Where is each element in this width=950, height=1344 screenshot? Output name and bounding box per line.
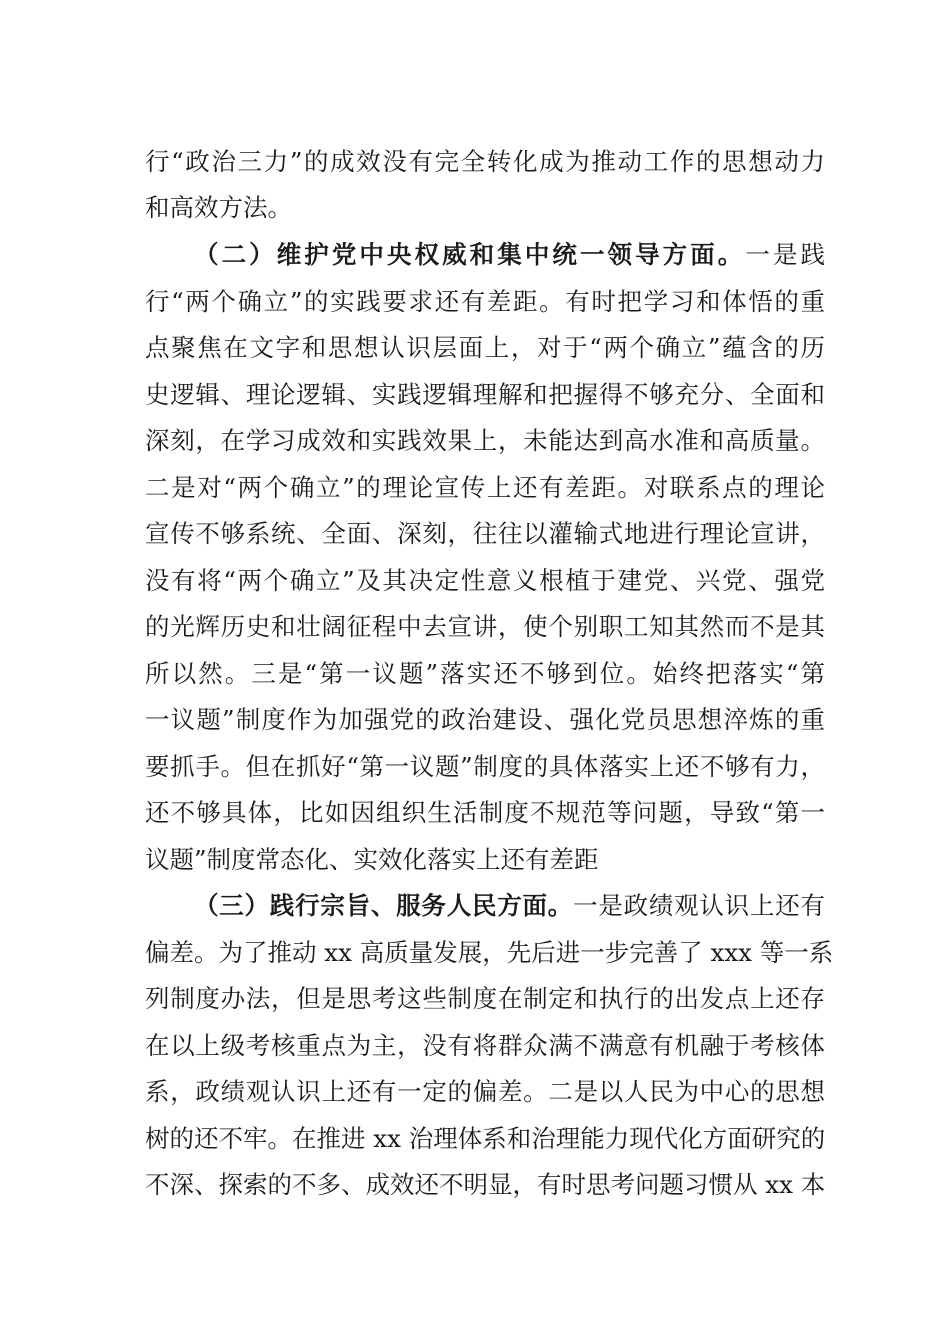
text-line: 在以上级考核重点为主，没有将群众满不满意有机融于考核体 <box>145 1031 825 1060</box>
text-line: 史逻辑、理论逻辑、实践逻辑理解和把握得不够充分、全面和 <box>145 380 825 409</box>
text-line: 深刻，在学习成效和实践效果上，未能达到高水准和高质量。 <box>145 426 825 455</box>
text-line: 没有将“两个确立”及其决定性意义根植于建党、兴党、强党 <box>145 566 825 595</box>
section-heading: （三）践行宗旨、服务人民方面。 <box>194 891 574 920</box>
text-line: 行“政治三力”的成效没有完全转化成为推动工作的思想动力 <box>145 147 825 176</box>
text-line: 点聚焦在文字和思想认识层面上，对于“两个确立”蕴含的历 <box>145 333 825 362</box>
text-line: 一议题”制度作为加强党的政治建设、强化党员思想淬炼的重 <box>145 705 825 734</box>
text-line: 偏差。为了推动 xx 高质量发展，先后进一步完善了 xxx 等一系 <box>145 938 834 967</box>
section-heading-line: （二）维护党中央权威和集中统一领导方面。一是践 <box>194 240 826 269</box>
text-line: 的光辉历史和壮阔征程中去宣讲，使个别职工知其然而不是其 <box>145 612 825 641</box>
text-line: 要抓手。但在抓好“第一议题”制度的具体落实上还不够有力， <box>145 752 825 781</box>
text-line: 不深、探索的不多、成效还不明显，有时思考问题习惯从 xx 本 <box>145 1170 826 1199</box>
section-heading-line: （三）践行宗旨、服务人民方面。一是政绩观认识上还有 <box>194 891 825 920</box>
text-line: 宣传不够系统、全面、深刻，往往以灌输式地进行理论宣讲， <box>145 519 825 548</box>
text-line: 系，政绩观认识上还有一定的偏差。二是以人民为中心的思想 <box>145 1077 825 1106</box>
text-line: 议题”制度常态化、实效化落实上还有差距 <box>145 845 599 874</box>
text-line: 行“两个确立”的实践要求还有差距。有时把学习和体悟的重 <box>145 287 825 316</box>
text-line: 二是对“两个确立”的理论宣传上还有差距。对联系点的理论 <box>145 473 825 502</box>
section-heading: （二）维护党中央权威和集中统一领导方面。 <box>194 240 746 269</box>
text-line: 还不够具体，比如因组织生活制度不规范等问题，导致“第一 <box>145 798 825 827</box>
text-line: 树的还不牢。在推进 xx 治理体系和治理能力现代化方面研究的 <box>145 1124 826 1153</box>
text-line: 和高效方法。 <box>145 193 292 222</box>
text-line: 所以然。三是“第一议题”落实还不够到位。始终把落实“第 <box>145 659 825 688</box>
text-line: 列制度办法，但是思考这些制度在制定和执行的出发点上还存 <box>145 984 825 1013</box>
